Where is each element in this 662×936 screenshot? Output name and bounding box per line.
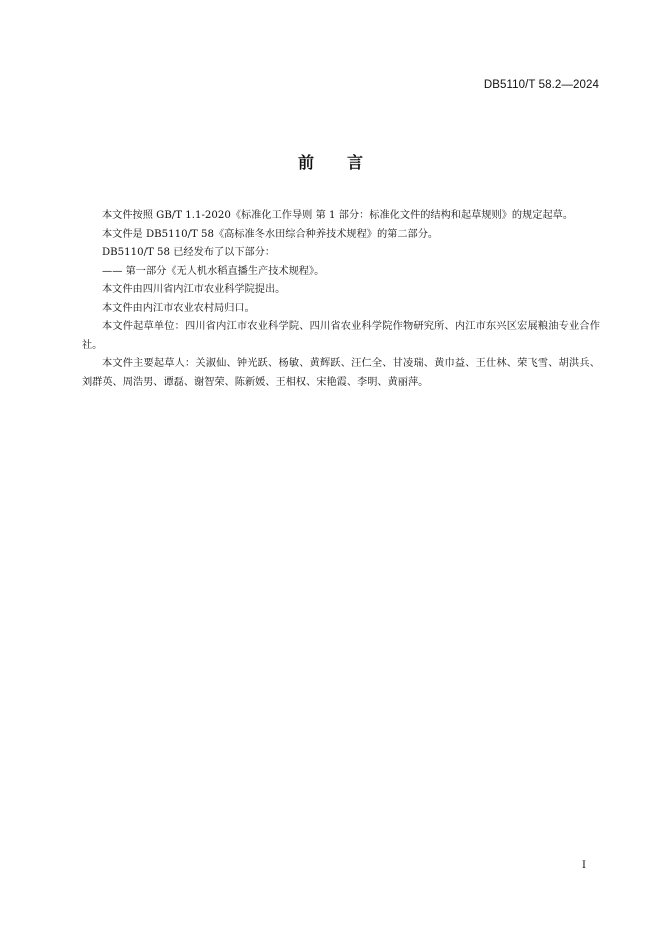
document-code: DB5110/T 58.2—2024 <box>483 79 599 91</box>
page-title <box>0 150 662 173</box>
paragraph-part-of-series: 本文件是 DB5110/T 58《高标准冬水田综合种养技术规程》的第二部分。 <box>102 228 439 240</box>
paragraph-drafters: 本文件主要起草人：关淑仙、钟光跃、杨敏、黄辉跃、汪仁全、甘凌瑞、黄巾益、王仕林、荣飞雪、胡洪兵、刘群英、周浩男、谭磊、谢智荣、陈新媛、王相权、宋艳霞、李明、黄丽萍。 <box>82 358 600 388</box>
paragraph-published-parts: DB5110/T 58 已经发布了以下部分： <box>102 247 276 258</box>
title-char-2: 言 <box>347 153 365 172</box>
page-number: I <box>582 860 586 871</box>
paragraph-part-one: —— 第一部分《无人机水稻直播生产技术规程》。 <box>102 265 325 277</box>
paragraph-drafting-units: 本文件起草单位：四川省内江市农业科学院、四川省农业科学院作物研究所、内江市东兴区宏展粮油专业合作社。 <box>82 321 600 351</box>
paragraph-proposed-by: 本文件由四川省内江市农业科学院提出。 <box>102 284 286 295</box>
paragraph-standard-basis: 本文件按照 GB/T 1.1-2020《标准化工作导则 第 1 部分：标准化文件的结构和起草规则》的规定起草。 <box>102 210 574 221</box>
title-char-1: 前 <box>297 153 315 172</box>
foreword-body <box>82 207 600 392</box>
paragraph-centralized-by: 本文件由内江市农业农村局归口。 <box>102 302 255 314</box>
